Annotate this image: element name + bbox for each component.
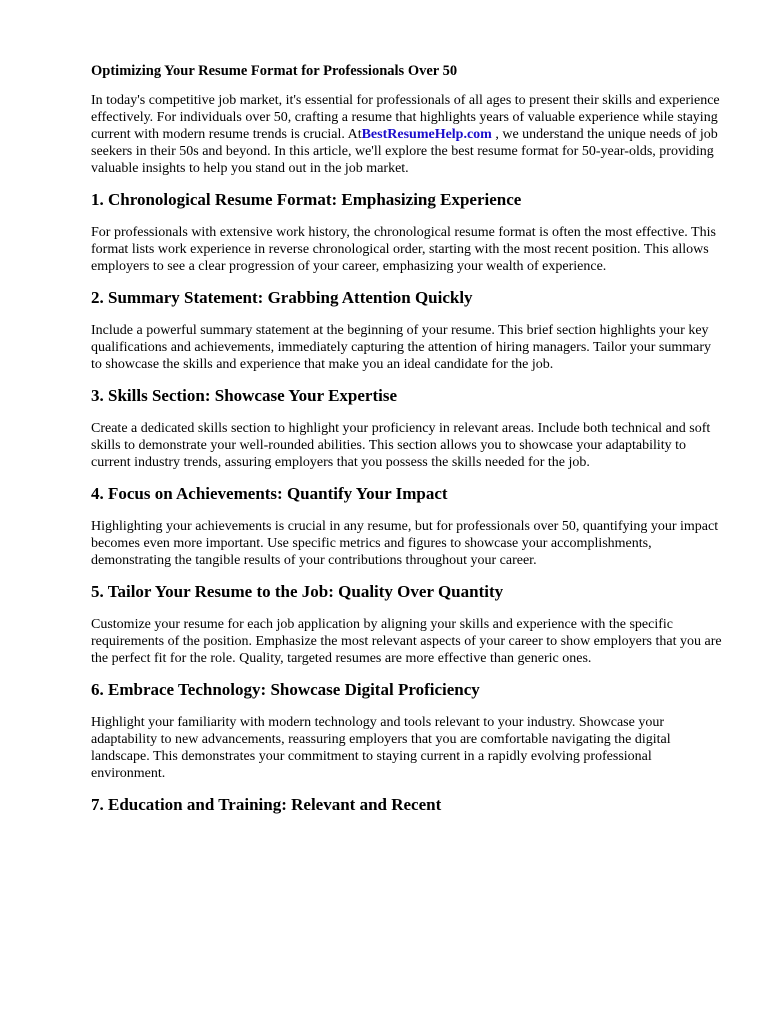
section-heading-7: 7. Education and Training: Relevant and Recent xyxy=(91,795,442,814)
intro-paragraph xyxy=(91,92,723,177)
section-body-6: Highlight your familiarity with modern technology and tools relevant to your industry. Showcase your adaptability to new advancements, reassuring employers that you are comfortable navigating the digital landscape. This demonstrates your commitment to staying current in a rapidly evolving professional environment. xyxy=(91,715,671,781)
section-body-3: Create a dedicated skills section to highlight your proficiency in relevant areas. Include both technical and soft skills to demonstrate your well-rounded abilities. This section allows you to showcase your adaptability to current industry trends, assuring employers that you possess the skills needed for the job. xyxy=(91,421,711,470)
section-heading-6: 6. Embrace Technology: Showcase Digital Proficiency xyxy=(91,680,480,699)
intro-text-before-link: In today's competitive job market, it's essential for professionals of all ages to present their skills and experience effectively. For individuals over 50, crafting a resume that highlights years of valuable experience while staying current with modern resume trends is crucial. At xyxy=(91,93,720,142)
section-heading-2: 2. Summary Statement: Grabbing Attention Quickly xyxy=(91,288,473,307)
document-page xyxy=(91,62,723,829)
section-heading-3: 3. Skills Section: Showcase Your Expertise xyxy=(91,386,398,405)
best-resume-help-link[interactable]: BestResumeHelp.com xyxy=(361,127,492,142)
document-title: Optimizing Your Resume Format for Professionals Over 50 xyxy=(91,63,458,79)
section-body-2: Include a powerful summary statement at the beginning of your resume. This brief section highlights your key qualifications and achievements, immediately capturing the attention of hiring managers. Tailor your summary to showcase the skills and experience that make you an ideal candidate for the job. xyxy=(91,323,712,372)
section-heading-5: 5. Tailor Your Resume to the Job: Quality Over Quantity xyxy=(91,582,504,601)
intro-text-after-link: , we understand the unique needs of job seekers in their 50s and beyond. In this article, we'll explore the best resume format for 50-year-olds, providing valuable insights to help you stand out in the job market. xyxy=(91,127,718,176)
section-heading-1: 1. Chronological Resume Format: Emphasizing Experience xyxy=(91,190,522,209)
section-body-5: Customize your resume for each job application by aligning your skills and experience with the specific requirements of the position. Emphasize the most relevant aspects of your career to show employers that you are the perfect fit for the role. Quality, targeted resumes are more effective than generic ones. xyxy=(91,617,722,666)
section-body-4: Highlighting your achievements is crucial in any resume, but for professionals over 50, quantifying your impact becomes even more important. Use specific metrics and figures to showcase your accomplishments, demonstrating the tangible results of your contributions throughout your career. xyxy=(91,519,719,568)
section-body-1: For professionals with extensive work history, the chronological resume format is often the most effective. This format lists work experience in reverse chronological order, starting with the most recent position. This allows employers to see a clear progression of your career, emphasizing your wealth of experience. xyxy=(91,225,716,274)
section-heading-4: 4. Focus on Achievements: Quantify Your Impact xyxy=(91,484,448,503)
